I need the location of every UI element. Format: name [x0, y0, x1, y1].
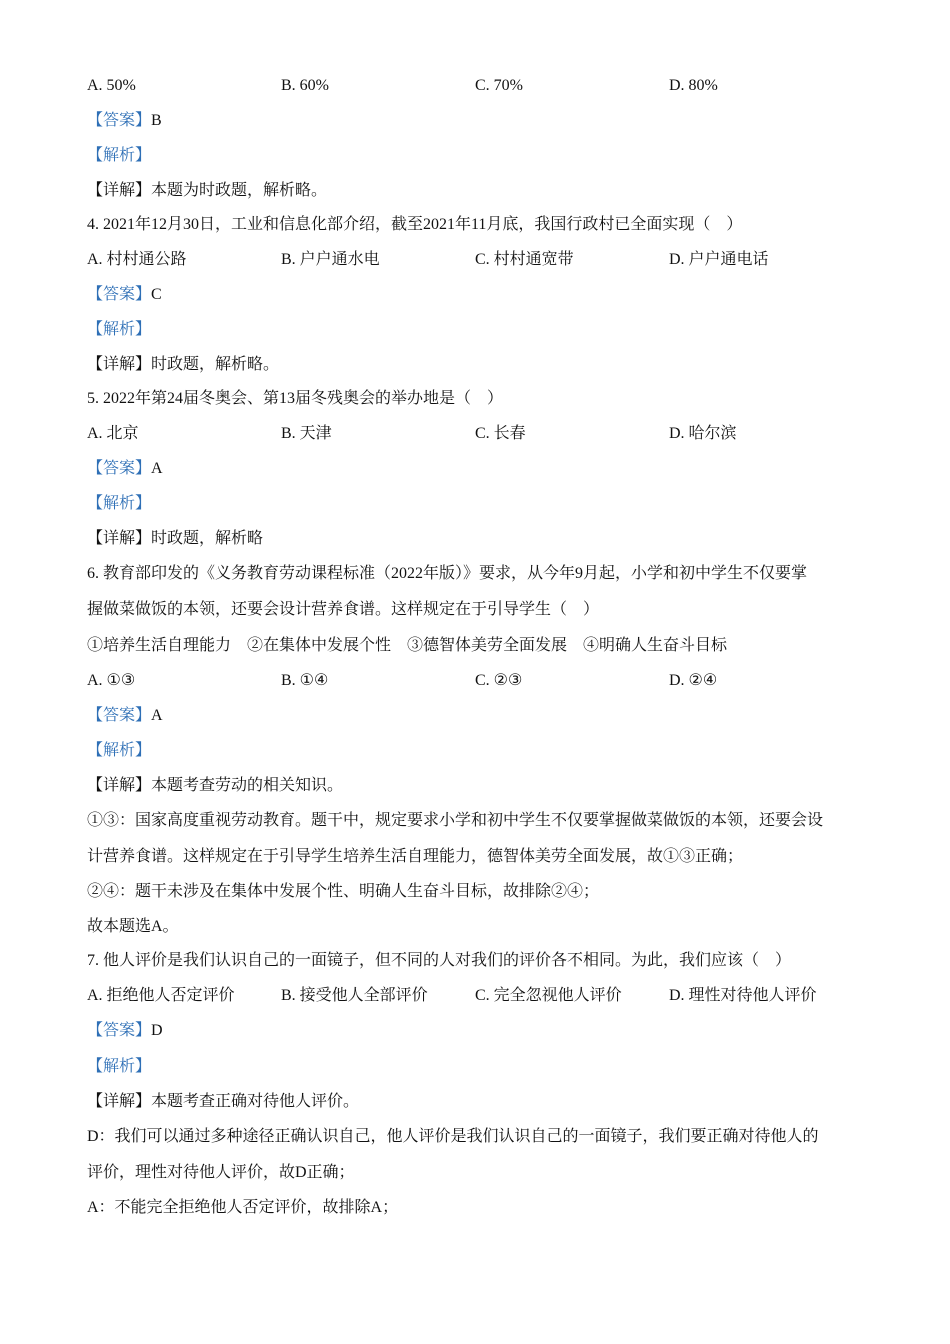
q6-option-b: B. ①④: [281, 672, 329, 689]
q3-option-c: C. 70%: [475, 77, 523, 94]
q6-option-c: C. ②③: [475, 672, 523, 689]
q3-option-a: A. 50%: [87, 77, 136, 94]
q4-options: [87, 247, 867, 273]
q3-analysis-tag: 【解析】: [87, 147, 152, 164]
q6-option-d: D. ②④: [669, 672, 718, 689]
q5-analysis-tag: 【解析】: [87, 495, 152, 512]
q7-options: [87, 983, 867, 1009]
q6-conclusion: 故本题选A。: [87, 918, 179, 935]
q6-options: [87, 668, 867, 694]
answer-value: D: [151, 1022, 163, 1039]
q6-detail: 【详解】本题考查劳动的相关知识。: [87, 777, 344, 794]
answer-value: A: [151, 460, 163, 477]
q3-detail: 【详解】本题为时政题，解析略。: [87, 182, 328, 199]
q5-answer: [87, 456, 867, 482]
answer-value: B: [151, 112, 162, 129]
q6-analysis-tag: 【解析】: [87, 742, 152, 759]
answer-tag: 【答案】: [87, 460, 152, 477]
q5-option-c: C. 长春: [475, 425, 526, 442]
q4-detail: 【详解】时政题，解析略。: [87, 356, 280, 373]
q5-detail: 【详解】时政题，解析略: [87, 530, 264, 547]
q5-option-d: D. 哈尔滨: [669, 425, 737, 442]
q4-analysis-tag: 【解析】: [87, 321, 152, 338]
answer-tag: 【答案】: [87, 112, 152, 129]
answer-tag: 【答案】: [87, 1022, 152, 1039]
q4-stem: 4. 2021年12月30日，工业和信息化部介绍，截至2021年11月底，我国行政村已全面实现（ ）: [87, 216, 743, 233]
q7-option-b: B. 接受他人全部评价: [281, 987, 428, 1004]
q7-answer: [87, 1018, 867, 1044]
q6-choices: ①培养生活自理能力 ②在集体中发展个性 ③德智体美劳全面发展 ④明确人生奋斗目标: [87, 637, 728, 654]
q7-option-c: C. 完全忽视他人评价: [475, 987, 622, 1004]
q3-options: [87, 73, 867, 99]
q6-stem-line1: 6. 教育部印发的《义务教育劳动课程标准（2022年版）》要求，从今年9月起，小学和初中学生不仅要掌: [87, 565, 808, 582]
q7-explanation-1-line1: D：我们可以通过多种途径正确认识自己，他人评价是我们认识自己的一面镜子，我们要正确对待他人的: [87, 1128, 819, 1145]
q7-detail: 【详解】本题考查正确对待他人评价。: [87, 1093, 360, 1110]
q5-stem: 5. 2022年第24届冬奥会、第13届冬残奥会的举办地是（ ）: [87, 390, 504, 407]
q7-option-a: A. 拒绝他人否定评价: [87, 987, 235, 1004]
q6-explanation-1-line1: ①③：国家高度重视劳动教育。题干中，规定要求小学和初中学生不仅要掌握做菜做饭的本领，还要会设: [87, 812, 824, 829]
q3-option-b: B. 60%: [281, 77, 329, 94]
answer-value: C: [151, 286, 162, 303]
q4-option-a: A. 村村通公路: [87, 251, 187, 268]
q4-option-c: C. 村村通宽带: [475, 251, 574, 268]
answer-value: A: [151, 707, 163, 724]
q6-explanation-2: ②④：题干未涉及在集体中发展个性、明确人生奋斗目标，故排除②④；: [87, 883, 600, 900]
q6-answer: [87, 703, 867, 729]
q4-option-d: D. 户户通电话: [669, 251, 769, 268]
q6-explanation-1-line2: 计营养食谱。这样规定在于引导学生培养生活自理能力，德智体美劳全面发展，故①③正确；: [87, 848, 744, 865]
q7-explanation-2: A：不能完全拒绝他人否定评价，故排除A；: [87, 1199, 399, 1216]
q3-answer: [87, 108, 867, 134]
q7-option-d: D. 理性对待他人评价: [669, 987, 817, 1004]
answer-tag: 【答案】: [87, 707, 152, 724]
q5-options: [87, 421, 867, 447]
q5-option-a: A. 北京: [87, 425, 139, 442]
q7-analysis-tag: 【解析】: [87, 1058, 152, 1075]
q6-option-a: A. ①③: [87, 672, 136, 689]
q4-answer: [87, 282, 867, 308]
q5-option-b: B. 天津: [281, 425, 332, 442]
q7-explanation-1-line2: 评价，理性对待他人评价，故D正确；: [87, 1164, 355, 1181]
q3-option-d: D. 80%: [669, 77, 718, 94]
q7-stem: 7. 他人评价是我们认识自己的一面镜子，但不同的人对我们的评价各不相同。为此，我们应该（ ）: [87, 952, 792, 969]
answer-tag: 【答案】: [87, 286, 152, 303]
q6-stem-line2: 握做菜做饭的本领，还要会设计营养食谱。这样规定在于引导学生（ ）: [87, 601, 600, 618]
q4-option-b: B. 户户通水电: [281, 251, 380, 268]
